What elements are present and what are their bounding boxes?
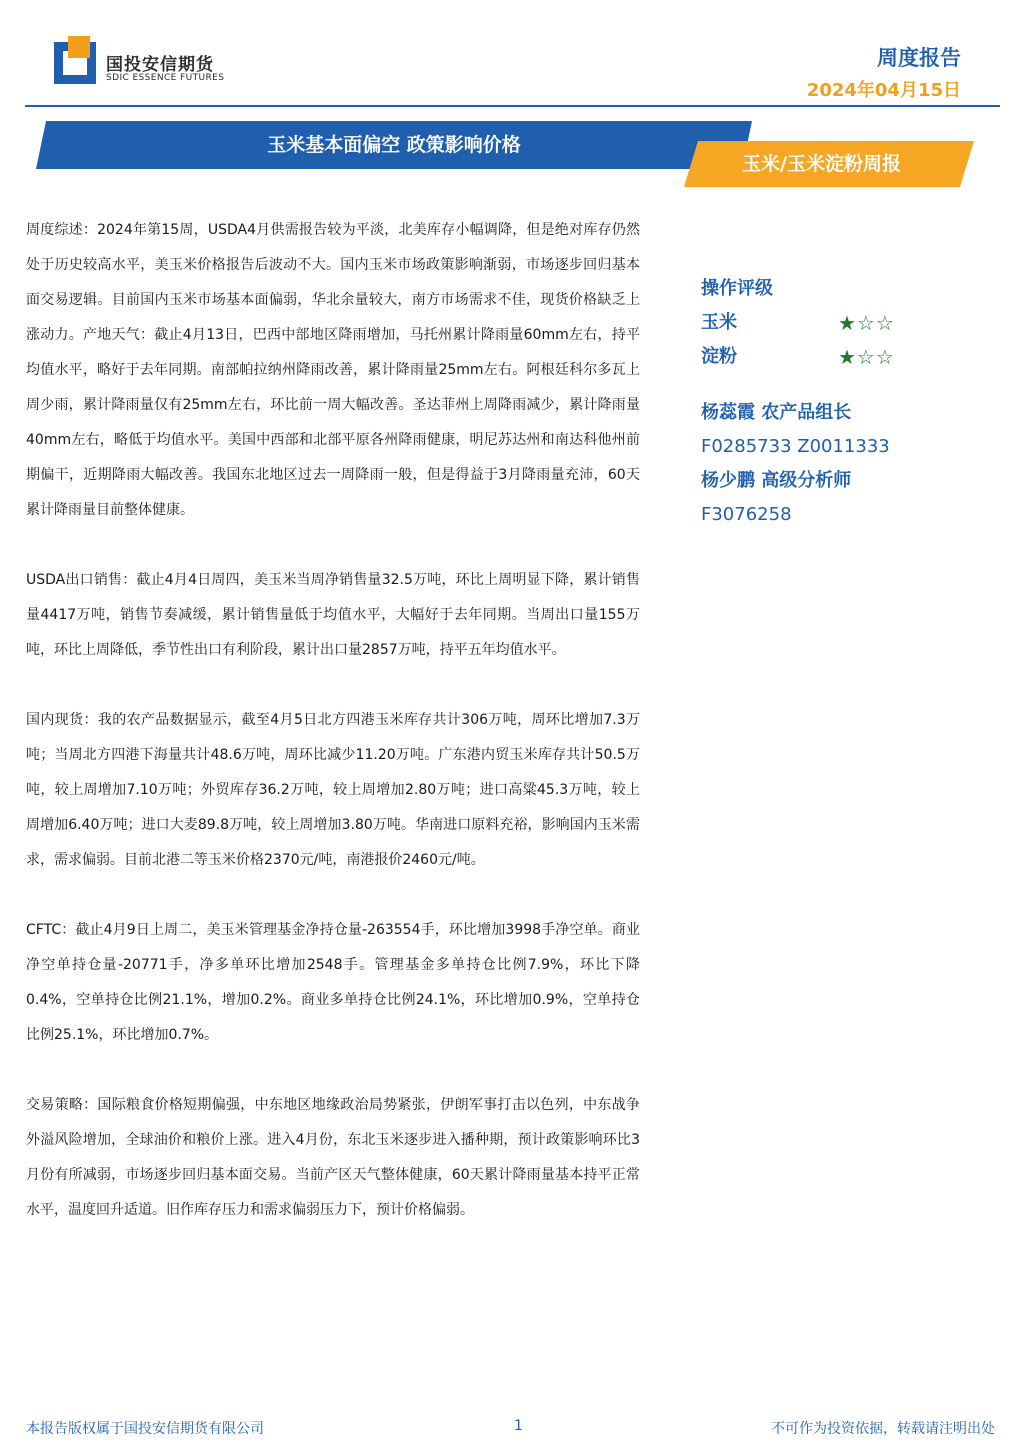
footer-copyright: 本报告版权属于国投安信期货有限公司 <box>26 1421 264 1437</box>
footer-disclaimer: 不可作为投资依据，转载请注明出处 <box>771 1421 995 1437</box>
company-name-en: SDIC ESSENCE FUTURES <box>106 73 225 83</box>
analyst-2-license: F3076258 <box>701 504 792 525</box>
paragraph-strategy: 交易策略：国际粮食价格短期偏强，中东地区地缘政治局势紧张，伊朗军事打击以色列，中东战争外溢风险增加，全球油价和粮价上涨。进入4月份，东北玉米逐步进入播种期，预计政策影响环比3月份有所减弱，市场逐步回归基本面交易。当前产区天气整体健康，60天累计降雨量基本持平正常水平，温度回升适道。旧作库存压力和需求偏弱压力下，预计价格偏弱。 <box>26 1097 640 1218</box>
rating-name: 玉米 <box>701 312 737 333</box>
rating-row-starch <box>701 340 961 374</box>
rating-heading: 操作评级 <box>701 278 773 299</box>
analyst-1-name: 杨蕊霞 农产品组长 <box>701 402 852 423</box>
paragraph-cftc: CFTC：截止4月9日上周二，美玉米管理基金净持仓量-263554手，环比增加3998手净空单。商业净空单持仓量-20771手，净多单环比增加2548手。管理基金多单持仓比例7.9%，环比下降0.4%，空单持仓比例21.1%，增加0.2%。商业多单持仓比例24.1%，环比增加0.9%，空单持仓比例25.1%，环比增加0.7%。 <box>26 922 640 1043</box>
page-number: 1 <box>514 1418 523 1434</box>
paragraph-domestic-spot: 国内现货：我的农产品数据显示，截至4月5日北方四港玉米库存共计306万吨，周环比增加7.3万吨；当周北方四港下海量共计48.6万吨，周环比减少11.20万吨。广东港内贸玉米库存共计50.5万吨，较上周增加7.10万吨；外贸库存36.2万吨，较上周增加2.80万吨；进口高粱45.3万吨，较上周增加6.40万吨；进口大麦89.8万吨，较上周增加3.80万吨。华南进口原料充裕，影响国内玉米需求，需求偏弱。目前北港二等玉米价格2370元/吨，南港报价2460元/吨。 <box>26 712 640 868</box>
company-name: 国投安信期货 <box>106 55 214 75</box>
paragraph-usda-export: USDA出口销售：截止4月4日周四，美玉米当周净销售量32.5万吨，环比上周明显下降，累计销售量4417万吨，销售节奏减缓，累计销售量低于均值水平，大幅好于去年同期。当周出口量155万吨，环比上周降低，季节性出口有利阶段，累计出口量2857万吨，持平五年均值水平。 <box>26 572 640 658</box>
report-title: 玉米基本面偏空 政策影响价格 <box>267 134 521 156</box>
report-type: 周度报告 <box>877 46 961 70</box>
star-rating-icon: ★☆☆ <box>838 345 895 369</box>
sidebar <box>701 272 961 532</box>
paragraph-weekly-summary: 周度综述：2024年第15周，USDA4月供需报告较为平淡，北美库存小幅调降，但是绝对库存仍然处于历史较高水平，美玉米价格报告后波动不大。国内玉米市场政策影响渐弱，市场逐步回归基本面交易逻辑。目前国内玉米市场基本面偏弱，华北余量较大，南方市场需求不佳，现货价格缺乏上涨动力。产地天气：截止4月13日，巴西中部地区降雨增加，马托州累计降雨量60mm左右，持平均值水平，略好于去年同期。南部帕拉纳州降雨改善，累计降雨量25mm左右。阿根廷科尔多瓦上周少雨，累计降雨量仅有25mm左右，环比前一周大幅改善。圣达菲州上周降雨减少，累计降雨量40mm左右，略低于均值水平。美国中西部和北部平原各州降雨健康，明尼苏达州和南达科他州前期偏干，近期降雨大幅改善。我国东北地区过去一周降雨一般，但是得益于3月降雨量充沛，60天累计降雨量目前整体健康。 <box>26 222 640 518</box>
report-date: 2024年04月15日 <box>806 80 961 101</box>
header-divider <box>25 105 1000 107</box>
analyst-2-name: 杨少鹏 高级分析师 <box>701 470 852 491</box>
logo-orange-square-icon <box>68 36 90 58</box>
report-subtitle: 玉米/玉米淀粉周报 <box>742 153 901 175</box>
rating-name: 淀粉 <box>701 346 737 367</box>
company-logo <box>54 42 96 84</box>
report-body <box>26 213 640 1228</box>
analyst-1-license: F0285733 Z0011333 <box>701 436 890 457</box>
star-rating-icon: ★☆☆ <box>838 311 895 335</box>
rating-row-corn <box>701 306 961 340</box>
